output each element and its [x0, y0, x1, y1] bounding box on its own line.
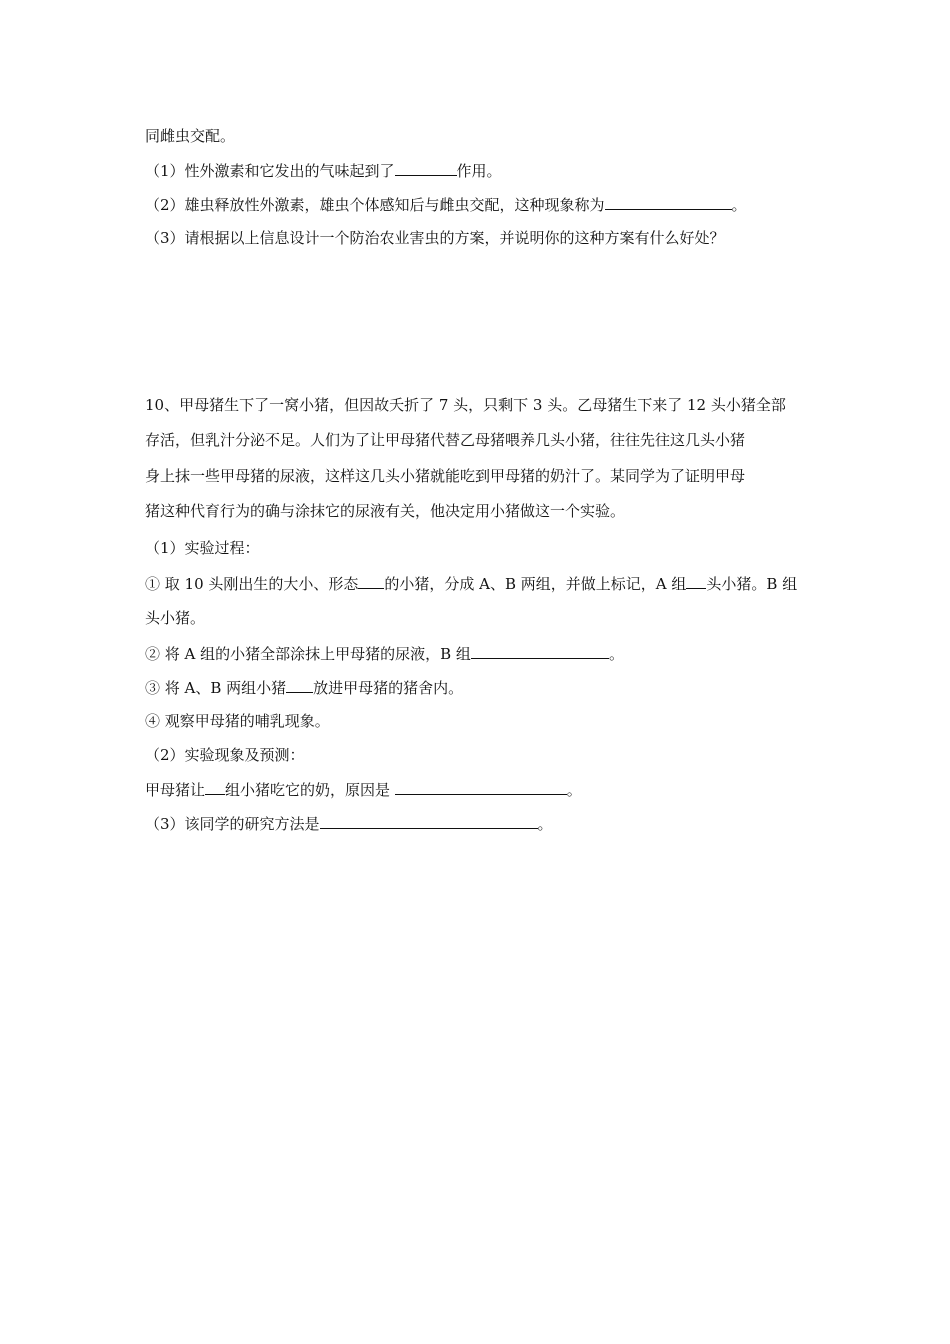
q10-stem-line-1: 10、甲母猪生下了一窝小猪，但因故夭折了 7 头，只剩下 3 头。乙母猪生下来了 12 头小猪全部 — [145, 396, 786, 414]
q10-stem-line-4: 猪这种代育行为的确与涂抹它的尿液有关，他决定用小猪做这一个实验。 — [145, 502, 626, 520]
q10-step1-cont: 头小猪。 — [145, 609, 206, 627]
q9-sub1-suffix: 作用。 — [456, 162, 502, 180]
q10-step1 — [145, 573, 797, 594]
answer-blank[interactable] — [358, 573, 384, 589]
answer-blank[interactable] — [395, 779, 567, 795]
q10-stem-line-3: 身上抹一些甲母猪的尿液，这样这几头小猪就能吃到甲母猪的奶汁了。某同学为了证明甲母 — [145, 467, 746, 485]
q10-step4: ④ 观察甲母猪的哺乳现象。 — [145, 712, 330, 730]
step1-text-b: 的小猪，分成 A、B 两组，并做上标记，A 组 — [384, 575, 687, 593]
q9-intro-line: 同雌虫交配。 — [145, 127, 236, 145]
answer-blank[interactable] — [205, 779, 225, 795]
q9-sub1 — [145, 160, 502, 181]
answer-blank[interactable] — [471, 643, 609, 659]
q9-sub2 — [145, 194, 747, 215]
answer-blank[interactable] — [320, 813, 538, 829]
step3-text-b: 放进甲母猪的猪舍内。 — [313, 679, 464, 697]
answer-blank[interactable] — [686, 573, 706, 589]
q10-step2 — [145, 643, 624, 664]
q10-prediction — [145, 779, 582, 800]
answer-blank[interactable] — [395, 160, 457, 176]
q10-part1-title: （1）实验过程： — [145, 539, 260, 557]
answer-blank[interactable] — [286, 677, 313, 693]
pred-text-b: 组小猪吃它的奶，原因是 — [225, 781, 395, 799]
q10-part2-title: （2）实验现象及预测： — [145, 746, 305, 764]
q9-sub3: （3）请根据以上信息设计一个防治农业害虫的方案，并说明你的这种方案有什么好处？ — [145, 229, 725, 247]
step1-text-a: ① 取 10 头刚出生的大小、形态 — [145, 575, 359, 593]
q9-sub2-suffix: 。 — [731, 196, 747, 214]
q10-step3 — [145, 677, 463, 698]
q9-sub2-text: （2）雄虫释放性外激素，雄虫个体感知后与雌虫交配，这种现象称为 — [145, 196, 605, 214]
step2-text: ② 将 A 组的小猪全部涂抹上甲母猪的尿液，B 组 — [145, 645, 471, 663]
step1-text-c: 头小猪。B 组 — [706, 575, 798, 593]
step2-suffix: 。 — [608, 645, 624, 663]
q10-stem-line-2: 存活，但乳汁分泌不足。人们为了让甲母猪代替乙母猪喂养几头小猪，往往先往这几头小猪 — [145, 431, 746, 449]
part3-suffix: 。 — [537, 815, 553, 833]
q10-part3 — [145, 813, 553, 834]
pred-text-a: 甲母猪让 — [145, 781, 206, 799]
step3-text-a: ③ 将 A、B 两组小猪 — [145, 679, 287, 697]
q9-sub1-text: （1）性外激素和它发出的气味起到了 — [145, 162, 395, 180]
pred-suffix: 。 — [566, 781, 582, 799]
answer-blank[interactable] — [605, 194, 732, 210]
part3-text: （3）该同学的研究方法是 — [145, 815, 320, 833]
